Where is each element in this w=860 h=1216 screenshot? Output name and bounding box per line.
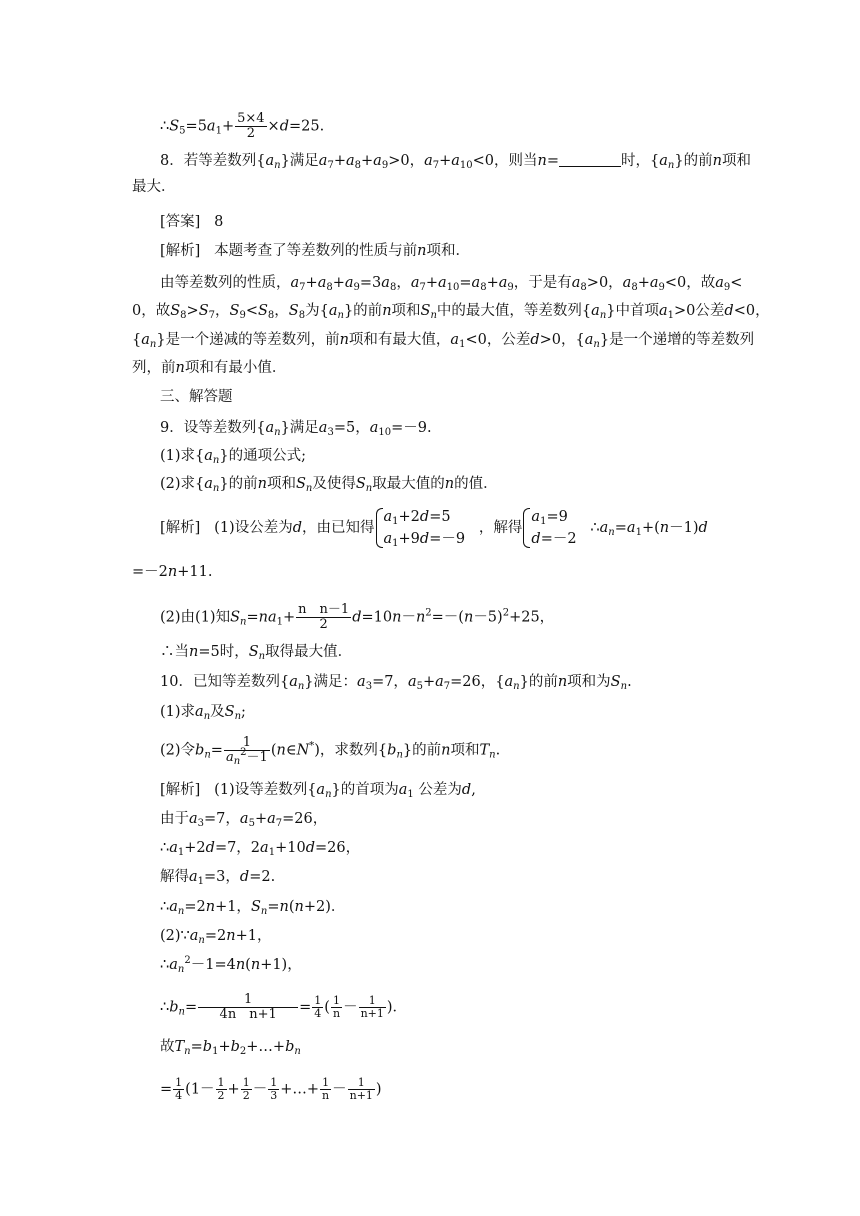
q10-solution-line10: = $\frac{1}{4}$ (1－ $\frac{1}{2}$ + $\frac{1}{2}$ － $\frac{1}{3}$ +…+ $\frac{1}{n}$ － $\frac{1}{n+1}$ ) <box>160 1076 382 1102</box>
q9-solution-line2: =－2n+11. <box>132 564 213 580</box>
q10-solution-line9: 故$T_n=b_1+b_2+\dots+b_n$ <box>160 1039 301 1057</box>
q10-solution-line6: $(2)\because a_n=2n+1$， <box>160 928 272 946</box>
q9-solution-line1: [解析] (1)设公差为d，由已知得 $a_1+2d=5$ $a_1+9d=-9$ ，解得 $a_1=9$ d=－2 $\therefore a_n=a_1+(n-1)d$ <box>160 506 708 550</box>
q8-analysis-line4: 列，前n项和有最小值． <box>132 360 287 376</box>
q9-part1: (1)求$\{a_n\}$的通项公式; <box>160 448 306 466</box>
q8-analysis-line1: 由等差数列的性质，$a_7+a_8+a_9=3a_8$，$a_7+a_{10}=a_8+a_9$，于是有$a_8>0$，$a_8+a_9<0$，故$a_9<$ <box>160 275 743 293</box>
q10-part1: (1)求$a_n$及$S_n$; <box>160 704 246 722</box>
q10-solution-line4: 解得$a_1=3$，d=2. <box>160 869 276 887</box>
q7-conclusion: $\therefore S_5=5a_1+$ $\frac{5\times 4}{2}$ ×d=25. <box>160 111 325 141</box>
section-heading: 三、解答题 <box>160 389 233 405</box>
q9-stem: 9．设等差数列$\{a_n\}$满足$a_3=5$，$a_{10}=-9$. <box>160 420 432 438</box>
q10-solution-line5: $\therefore a_n=2n+1$，$S_n=n(n+2)$． <box>160 899 346 917</box>
q8-answer: [答案] 8 <box>160 214 224 230</box>
q9-conclusion: ∴当n=5时，$S_n$取得最大值． <box>160 644 353 662</box>
q10-solution-line1: [解析] (1)设等差数列$\{a_n\}$的首项为$a_1$ 公差为d, <box>160 782 476 800</box>
q8-stem: 8．若等差数列$\{a_n\}$满足$a_7+a_8+a_9>0$，$a_7+a_{10}<0$，则当n= 时，$\{a_n\}$的前n项和 <box>160 153 751 171</box>
q8-analysis-line2: 0，故$S_8>S_7$，$S_9<S_8$，$S_8$为$\{a_n\}$的前n项和$S_n$中的最大值，等差数列$\{a_n\}$中首项$a_1>0$公差d<0， <box>132 303 770 321</box>
q9-solution-part2: (2)由(1)知$S_n=na_1+$ $\frac{\text{n n－1}}{2}$ $d=10n-n^2=-(n-5)^2+25$， <box>160 602 555 632</box>
q10-solution-line7: $\therefore a_n^2-1=4n(n+1)$， <box>160 955 302 975</box>
q10-solution-line3: $\therefore a_1+2d=7$，$2a_1+10d=26$， <box>160 840 361 858</box>
q9-part2: (2)求$\{a_n\}$的前n项和$S_n$及使得$S_n$取最大值的n的值． <box>160 476 498 494</box>
q8-analysis-intro: [解析] 本题考查了等差数列的性质与前n项和． <box>160 243 470 259</box>
q10-part2: (2)令$b_n=$ $\frac{1}{a_n^2-1}$ (n∈N*)，求数列$\{b_n\}$的前n项和$T_n$. <box>160 735 501 767</box>
equation-system: $a_1+2d=5$ $a_1+9d=-9$ <box>375 506 466 550</box>
answer-blank <box>559 152 621 167</box>
q10-solution-line8: $\therefore b_n=$ $\frac{1}{\text{4n n+1}}$ = $\frac{1}{4}$ ( $\frac{1}{n}$ － $\frac{1}{n+1}$ )． <box>160 992 408 1022</box>
q8-analysis-line3: $\{a_n\}$是一个递减的等差数列，前n项和有最大值，$a_1<0$，公差d>0，$\{a_n\}$是一个递增的等差数列 <box>132 332 755 350</box>
solution-system: $a_1=9$ d=－2 <box>522 506 576 550</box>
q10-solution-line2: 由于$a_3=7$，$a_5+a_7=26$， <box>160 811 328 829</box>
q10-stem: 10．已知等差数列$\{a_n\}$满足：$a_3=7$，$a_5+a_7=26$，$\{a_n\}$的前n项和为$S_n$. <box>160 674 632 692</box>
q8-stem-end: 最大． <box>132 179 176 195</box>
